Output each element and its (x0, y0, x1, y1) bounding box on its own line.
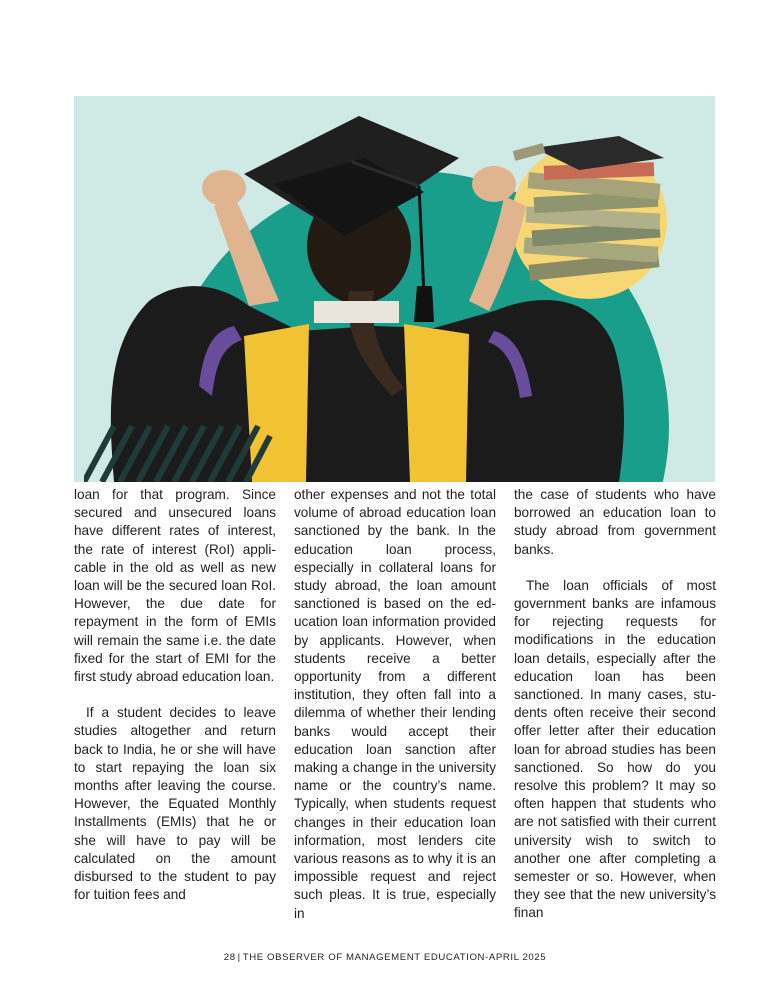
article-column-3 (514, 486, 716, 923)
graduate-illustration (74, 96, 715, 482)
paragraph: loan for that program. Since secured and unsecured loans have different rates of interest, the rate of interest (RoI) applicable in the old as well as new loan will be the secured loan RoI. However, the due date for repayment in the form of EMIs will remain the same i.e. the date fixed for the start of EMI for the first study abroad education loan. (74, 487, 276, 685)
article-column-1 (74, 486, 276, 904)
paragraph: The loan officials of most government banks are infamous for rejecting requests for modifications in the education loan details, especially after the education loan has been sanctioned. In many cases, students often receive their second offer letter after their education loan for abroad studies has been sanctioned. So how do you resolve this problem? It may so often happen that students who are not satisfied with their current university wish to switch to another one after completing a semester or so. However, when they see that the new university’s finan (514, 577, 716, 921)
hero-image (74, 96, 715, 482)
paragraph: other expenses and not the total volume of abroad education loan sanctioned by the bank. In the education loan process, especially in collateral loans for study abroad, the loan amount sanctioned is based on the education loan information provided by applicants. However, when students receive a better opportunity from a different institution, they often fall into a dilemma of whether their lending banks would accept their education loan sanction after making a change in the university name or the country’s name. Typically, when students request changes in their education loan information, most lenders cite various reasons as to why it is an impossible request and reject such pleas. It is true, especially in (294, 487, 496, 921)
article-column-2 (294, 486, 496, 923)
publication-name: THE OBSERVER OF MANAGEMENT EDUCATION-APRIL 2025 (242, 952, 547, 963)
page-number: 28 (223, 952, 236, 963)
paragraph: If a student decides to leave studies altogether and return back to India, he or she will have to start repaying the loan six months after leaving the course. However, the Equated Monthly Installments (EMIs) that he or she will have to pay will be calculated on the amount disbursed to the student to pay for tuition fees and (74, 705, 276, 903)
yellow-stole (244, 324, 309, 482)
footer-separator: | (237, 952, 241, 963)
paragraph: the case of students who have borrowed an education loan to study abroad from government banks. (514, 487, 716, 557)
page-footer (0, 952, 770, 963)
